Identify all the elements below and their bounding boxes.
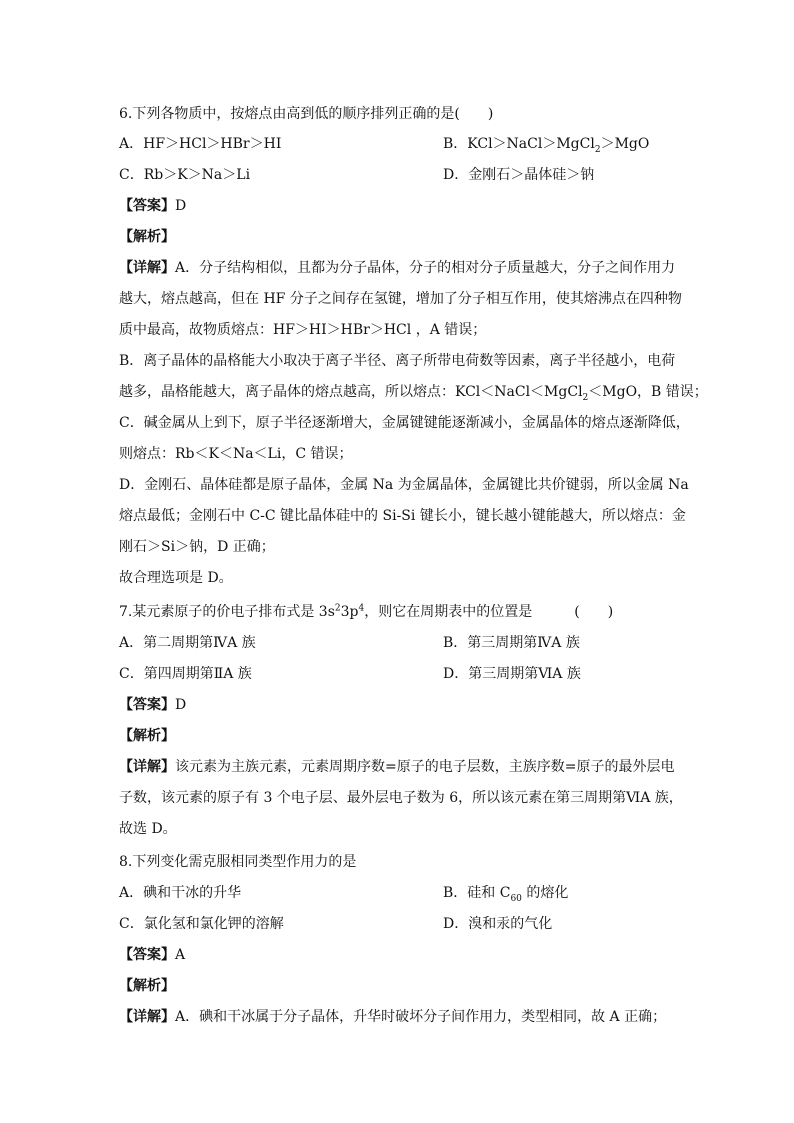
q6-option-b: B．KCl＞NaCl＞MgCl$_2$＞MgO	[443, 136, 650, 155]
q6-detail-line: 刚石＞Si＞钠，D 正确；	[119, 539, 275, 555]
q8-stem: 8.下列变化需克服相同类型作用力的是	[119, 854, 357, 870]
q8-option-c: C．氯化氢和氯化钾的溶解	[119, 916, 284, 932]
q6-option-a: A．HF＞HCl＞HBr＞HI	[119, 136, 282, 152]
q7-option-d: D．第三周期第ⅥA 族	[443, 666, 581, 682]
q8-analysis-tag: 【解析】	[119, 978, 175, 994]
q6-conclusion: 故合理选项是 D。	[119, 570, 233, 586]
q6-stem: 6.下列各物质中，按熔点由高到低的顺序排列正确的是( )	[119, 106, 494, 122]
detail-tag: 【详解】	[119, 260, 175, 276]
q8-detail-line: 【详解】A．碘和干冰属于分子晶体，升华时破坏分子间作用力，类型相同，故 A 正确；	[119, 1009, 667, 1025]
q6-detail-line: B．离子晶体的晶格能大小取决于离子半径、离子所带电荷数等因素，离子半径越小，电荷	[119, 353, 676, 369]
q7-stem: 7.某元素原子的价电子排布式是 $3s^23p^4$，则它在周期表中的位置是 ( )	[119, 603, 614, 620]
q7-option-b: B．第三周期第ⅣA 族	[443, 635, 580, 651]
answer-value: A	[175, 947, 186, 963]
detail-tag: 【详解】	[119, 759, 175, 775]
answer-tag: 【答案】	[119, 198, 175, 214]
q7-answer	[119, 695, 679, 715]
answer-value: D	[175, 697, 187, 713]
q8-answer	[119, 945, 679, 965]
q7-option-a: A．第二周期第ⅣA 族	[119, 635, 256, 651]
q6-detail-line: 越多，晶格能越大，离子晶体的熔点越高，所以熔点：KCl＜NaCl＜MgCl$_2$＜MgO，B 错误；	[119, 384, 708, 403]
q6-detail-line: 熔点最低；金刚石中 C-C 键比晶体硅中的 Si-Si 键长小，键长越小键能越大，所以熔点：金	[119, 508, 686, 524]
q7-conclusion: 故选 D。	[119, 821, 177, 837]
answer-tag: 【答案】	[119, 697, 175, 713]
q7-detail-line: 【详解】该元素为主族元素，元素周期序数=原子的电子层数，主族序数=原子的最外层电	[119, 759, 675, 775]
q8-option-b: B．硅和 $C_{60}$ 的熔化	[443, 885, 569, 904]
q8-option-a: A．碘和干冰的升华	[119, 885, 242, 901]
q6-detail-line: 【详解】A．分子结构相似，且都为分子晶体，分子的相对分子质量越大，分子之间作用力	[119, 260, 676, 276]
q8-option-d: D．溴和汞的气化	[443, 916, 553, 932]
q7-analysis-tag: 【解析】	[119, 728, 175, 744]
q7-option-c: C．第四周期第ⅡA 族	[119, 666, 252, 682]
q6-detail-line: 则熔点：Rb＜K＜Na＜Li，C 错误；	[119, 446, 353, 462]
q6-answer	[119, 196, 679, 216]
answer-value: D	[175, 198, 187, 214]
q6-option-d: D．金刚石＞晶体硅＞钠	[443, 167, 595, 183]
q6-detail-line: C．碱金属从上到下，原子半径逐渐增大，金属键键能逐渐减小，金属晶体的熔点逐渐降低，	[119, 415, 690, 431]
q7-detail-line: 子数，该元素的原子有 3 个电子层、最外层电子数为 6，所以该元素在第三周期第ⅥA 族，	[119, 790, 683, 806]
q6-analysis-tag: 【解析】	[119, 229, 175, 245]
q6-detail-line: 越大，熔点越高，但在 HF 分子之间存在氢键，增加了分子相互作用，使其熔沸点在四种物	[119, 291, 682, 307]
q6-detail-line: 质中最高，故物质熔点：HF＞HI＞HBr＞HCl ，A 错误；	[119, 322, 487, 338]
detail-tag: 【详解】	[119, 1009, 175, 1025]
q6-option-c: C．Rb＞K＞Na＞Li	[119, 167, 251, 183]
q6-detail-line: D．金刚石、晶体硅都是原子晶体，金属 Na 为金属晶体，金属键比共价键弱，所以金属 Na	[119, 477, 689, 493]
answer-tag: 【答案】	[119, 947, 175, 963]
